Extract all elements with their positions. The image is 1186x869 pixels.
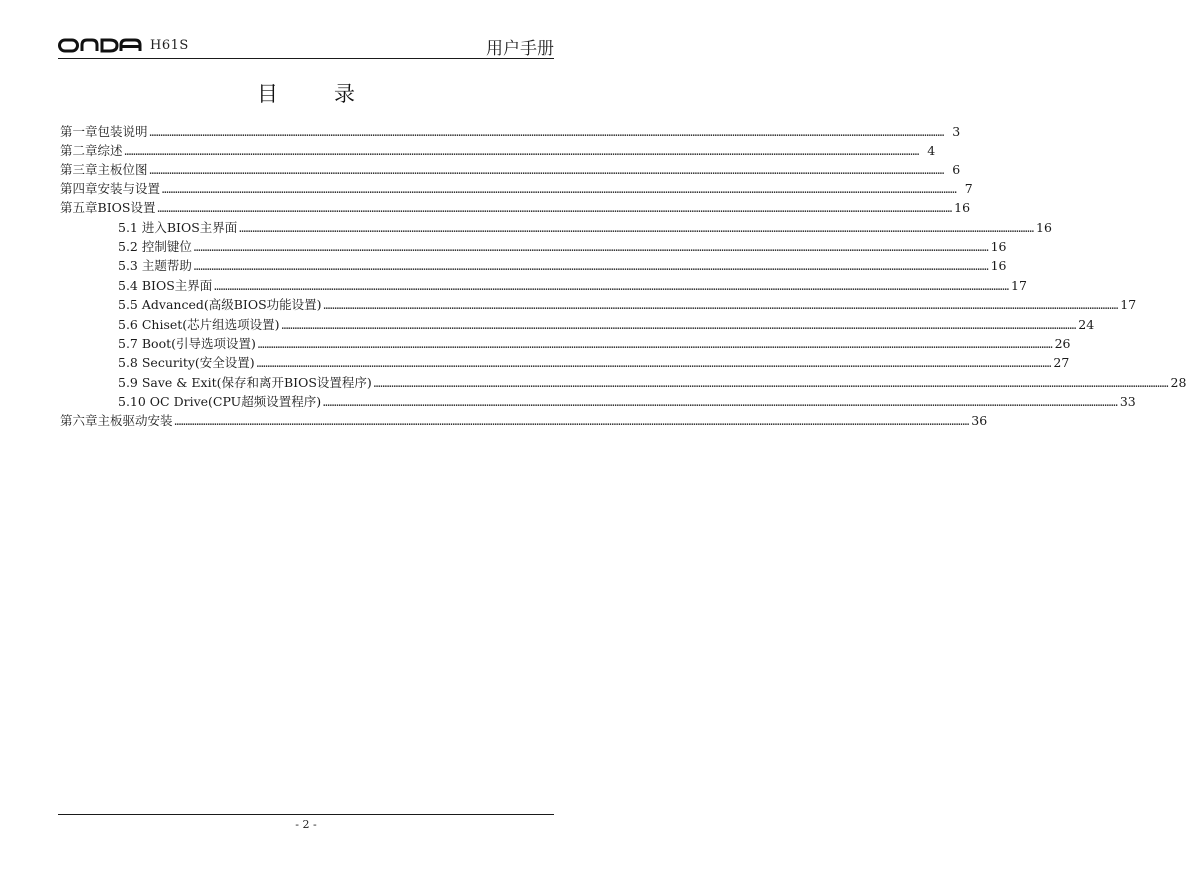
toc-entry-label: 包装说明 xyxy=(97,124,148,139)
toc-entry[interactable] xyxy=(60,141,936,160)
title-part-2: 录 xyxy=(334,82,355,106)
toc-entry[interactable] xyxy=(118,373,1186,392)
footer-divider xyxy=(58,814,554,815)
toc-entry-label: 5.6 Chiset(芯片组选项设置) xyxy=(118,317,280,332)
toc-leader-dots: ……………………………………………………………………………………………………………………………………………………………………………………………………………………………………………………………………………………………………………………………… xyxy=(323,299,1119,312)
toc-page-number: 17 xyxy=(1120,297,1137,312)
toc-entry-label: 5.9 Save & Exit(保存和离开BIOS设置程序) xyxy=(118,375,372,390)
toc-entry-label: 5.10 OC Drive(CPU超频设置程序) xyxy=(118,394,322,409)
toc-entry[interactable] xyxy=(60,198,971,217)
toc-page-number: 16 xyxy=(1036,220,1052,235)
toc-entry-label: 综述 xyxy=(97,143,123,158)
toc-entry-label: 5.1 进入BIOS主界面 xyxy=(118,220,238,235)
toc-entry-label: 5.7 Boot(引导选项设置) xyxy=(118,336,256,351)
toc-entry-label: BIOS设置 xyxy=(97,200,156,215)
toc-page-number: 24 xyxy=(1078,317,1095,332)
toc-entry-label: 主板位图 xyxy=(97,162,148,177)
toc-page-number: 3 xyxy=(952,124,961,139)
toc-leader-dots: ……………………………………………………………………………………………………………………………………………………………………………………………………………………………………………………………………………………………………………………………… xyxy=(157,202,953,215)
toc-entry[interactable] xyxy=(118,218,1052,237)
toc-page-number: 16 xyxy=(990,258,1007,273)
toc-chapter-number: 第四章 xyxy=(60,181,98,196)
toc-chapter-number: 第六章 xyxy=(60,413,98,428)
toc-leader-dots: ……………………………………………………………………………………………………………………………………………………………………………………………………………………………………………………………………………………………………………………………… xyxy=(256,357,1052,370)
toc-leader-dots: ……………………………………………………………………………………………………………………………………………………………………………………………………………………………………………………………………………………………………………………………… xyxy=(281,319,1077,332)
page-number: - 2 - xyxy=(295,818,317,831)
toc-page-number: 36 xyxy=(971,413,988,428)
toc-chapter-number: 第五章 xyxy=(60,200,98,215)
toc-entry[interactable] xyxy=(118,295,1137,314)
toc-entry-label: 5.2 控制键位 xyxy=(118,239,192,254)
toc-entry[interactable] xyxy=(118,237,1007,256)
toc-leader-dots: ……………………………………………………………………………………………………………………………………………………………………………………………………………………………………………………………………………………………………………………………… xyxy=(162,183,957,196)
toc-leader-dots: ……………………………………………………………………………………………………………………………………………………………………………………………………………………………………………………………………………………………………………………………… xyxy=(239,222,1035,235)
toc-entry[interactable] xyxy=(60,122,961,141)
toc-entry-label: 5.4 BIOS主界面 xyxy=(118,278,213,293)
toc-page-number: 27 xyxy=(1053,355,1070,370)
toc-entry-label: 5.3 主题帮助 xyxy=(118,258,192,273)
toc-leader-dots: ……………………………………………………………………………………………………………………………………………………………………………………………………………………………………………………………………………………………………………………………… xyxy=(214,280,1010,293)
toc-entry[interactable] xyxy=(118,334,1071,353)
toc-entry-label: 5.8 Security(安全设置) xyxy=(118,355,255,370)
toc-leader-dots: ……………………………………………………………………………………………………………………………………………………………………………………………………………………………………………………………………………………………………………………………… xyxy=(124,145,920,158)
toc-leader-dots: ……………………………………………………………………………………………………………………………………………………………………………………………………………………………………………………………………………………………………………………………… xyxy=(323,396,1118,409)
toc-leader-dots: ……………………………………………………………………………………………………………………………………………………………………………………………………………………………………………………………………………………………………………………………… xyxy=(373,377,1169,390)
toc-entry[interactable] xyxy=(60,411,988,430)
toc-entry[interactable] xyxy=(118,392,1136,411)
toc-leader-dots: ……………………………………………………………………………………………………………………………………………………………………………………………………………………………………………………………………………………………………………………………… xyxy=(257,338,1053,351)
toc-entry-label: 安装与设置 xyxy=(97,181,161,196)
toc-page-number: 26 xyxy=(1054,336,1071,351)
toc-leader-dots: ……………………………………………………………………………………………………………………………………………………………………………………………………………………………………………………………………………………………………………………………… xyxy=(193,260,989,273)
toc-chapter-number: 第三章 xyxy=(60,162,98,177)
onda-logo xyxy=(58,37,142,55)
toc-entry-label: 5.5 Advanced(高级BIOS功能设置) xyxy=(118,297,322,312)
header-divider xyxy=(58,58,554,59)
toc-page-number: 33 xyxy=(1119,394,1136,409)
toc-page-number: 7 xyxy=(964,181,973,196)
toc-leader-dots: ……………………………………………………………………………………………………………………………………………………………………………………………………………………………………………………………………………………………………………………………… xyxy=(149,164,945,177)
toc-page-number: 4 xyxy=(927,143,936,158)
toc-entry[interactable] xyxy=(118,315,1095,334)
toc-leader-dots: ……………………………………………………………………………………………………………………………………………………………………………………………………………………………………………………………………………………………………………………………… xyxy=(174,415,970,428)
toc-entry[interactable] xyxy=(60,160,961,179)
toc-entry[interactable] xyxy=(118,256,1007,275)
toc-page-number: 17 xyxy=(1011,278,1027,293)
model-name: H61S xyxy=(150,38,189,53)
toc-leader-dots: ……………………………………………………………………………………………………………………………………………………………………………………………………………………………………………………………………………………………………………………………… xyxy=(193,241,989,254)
toc-chapter-number: 第二章 xyxy=(60,143,98,158)
page-title xyxy=(0,78,612,108)
page-header xyxy=(58,34,554,60)
toc-leader-dots: ……………………………………………………………………………………………………………………………………………………………………………………………………………………………………………………………………………………………………………………………… xyxy=(149,126,945,139)
title-part-1: 目 xyxy=(257,82,278,106)
toc-entry[interactable] xyxy=(118,353,1070,372)
toc-page-number: 16 xyxy=(990,239,1007,254)
toc-page-number: 6 xyxy=(952,162,961,177)
manual-title: 用户手册 xyxy=(486,39,554,59)
toc-page-number: 28 xyxy=(1170,375,1186,390)
toc-page-number: 16 xyxy=(954,200,971,215)
toc-entry[interactable] xyxy=(60,179,973,198)
toc-entry-label: 主板驱动安装 xyxy=(97,413,173,428)
toc-entry[interactable] xyxy=(118,276,1027,295)
toc-chapter-number: 第一章 xyxy=(60,124,98,139)
